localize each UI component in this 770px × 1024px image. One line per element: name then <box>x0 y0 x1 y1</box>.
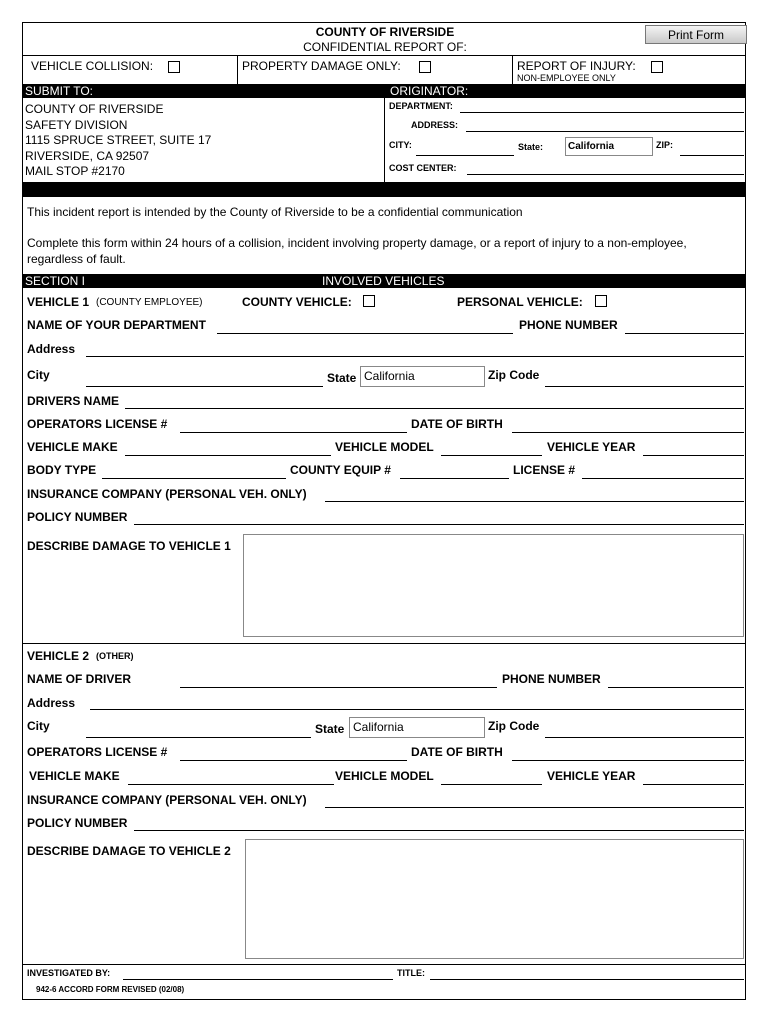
v1-state-select[interactable]: California <box>360 366 485 387</box>
v2-year-label: VEHICLE YEAR <box>547 769 636 783</box>
v2-state-select[interactable]: California <box>349 717 485 738</box>
v2-zip-field[interactable] <box>545 737 744 738</box>
v1-city-label: City <box>27 368 50 382</box>
originator-address-field[interactable] <box>466 131 744 132</box>
county-vehicle-checkbox[interactable] <box>363 295 375 307</box>
org-title: COUNTY OF RIVERSIDE <box>315 25 455 39</box>
v2-dob-field[interactable] <box>512 760 744 761</box>
v2-state-label: State <box>315 722 345 736</box>
investigated-by-label: INVESTIGATED BY: <box>27 968 111 978</box>
v2-address-label: Address <box>27 696 76 710</box>
v1-license-no-label: LICENSE # <box>513 463 576 477</box>
v1-body-type-label: BODY TYPE <box>27 463 97 477</box>
v1-body-type-field[interactable] <box>102 478 286 479</box>
vehicle-1-note: (COUNTY EMPLOYEE) <box>96 297 203 308</box>
v1-dob-label: DATE OF BIRTH <box>411 417 503 431</box>
v1-damage-label: DESCRIBE DAMAGE TO VEHICLE 1 <box>27 539 231 553</box>
v1-model-field[interactable] <box>441 455 542 456</box>
vehicle-2-note: (OTHER) <box>96 651 134 661</box>
v1-phone-field[interactable] <box>625 333 744 334</box>
report-subtitle: CONFIDENTIAL REPORT OF: <box>303 40 467 54</box>
submit-line-3: 1115 SPRUCE STREET, SUITE 17 <box>25 133 212 147</box>
v1-model-label: VEHICLE MODEL <box>335 440 434 454</box>
v1-license-label: OPERATORS LICENSE # <box>27 417 168 431</box>
v1-make-label: VEHICLE MAKE <box>27 440 118 454</box>
v2-phone-label: PHONE NUMBER <box>502 672 601 686</box>
section-1-label: SECTION I <box>25 274 86 288</box>
originator-cost-center-field[interactable] <box>467 174 744 175</box>
v1-insurance-label: INSURANCE COMPANY (PERSONAL VEH. ONLY) <box>27 487 307 501</box>
v1-phone-label: PHONE NUMBER <box>519 318 618 332</box>
title-label: TITLE: <box>397 968 425 978</box>
v2-insurance-field[interactable] <box>325 807 744 808</box>
v1-policy-label: POLICY NUMBER <box>27 510 128 524</box>
vehicle-2-title: VEHICLE 2 <box>27 649 90 663</box>
submit-line-4: RIVERSIDE, CA 92507 <box>25 149 150 163</box>
submit-to-label: SUBMIT TO: <box>25 84 94 98</box>
v1-drivers-name-label: DRIVERS NAME <box>27 394 120 408</box>
v1-county-equip-label: COUNTY EQUIP # <box>290 463 391 477</box>
v1-address-label: Address <box>27 342 76 356</box>
originator-department-field[interactable] <box>460 112 744 113</box>
v2-make-label: VEHICLE MAKE <box>29 769 120 783</box>
v2-zip-label: Zip Code <box>488 719 540 733</box>
county-vehicle-label: COUNTY VEHICLE: <box>242 295 352 309</box>
intro-line-2: Complete this form within 24 hours of a collision, incident involving property damage, or a report of injury to a non-employee, <box>27 236 687 250</box>
submit-line-2: SAFETY DIVISION <box>25 118 128 132</box>
v1-department-label: NAME OF YOUR DEPARTMENT <box>27 318 206 332</box>
v1-year-field[interactable] <box>643 455 744 456</box>
v1-address-field[interactable] <box>86 356 744 357</box>
v1-county-equip-field[interactable] <box>400 478 509 479</box>
v2-model-field[interactable] <box>441 784 542 785</box>
v2-driver-field[interactable] <box>180 687 497 688</box>
v1-policy-field[interactable] <box>134 524 744 525</box>
v2-policy-field[interactable] <box>134 830 744 831</box>
submit-originator-bar <box>22 84 746 98</box>
v1-department-field[interactable] <box>217 333 513 334</box>
v2-policy-label: POLICY NUMBER <box>27 816 128 830</box>
report-injury-label: REPORT OF INJURY: <box>517 59 636 73</box>
v2-city-field[interactable] <box>86 737 311 738</box>
v2-insurance-label: INSURANCE COMPANY (PERSONAL VEH. ONLY) <box>27 793 307 807</box>
divider <box>22 55 746 56</box>
v2-driver-label: NAME OF DRIVER <box>27 672 132 686</box>
v2-address-field[interactable] <box>90 709 744 710</box>
personal-vehicle-checkbox[interactable] <box>595 295 607 307</box>
v1-license-field[interactable] <box>180 432 407 433</box>
divider <box>512 55 513 84</box>
divider <box>22 643 746 644</box>
section-1-bar <box>22 274 746 288</box>
v1-dob-field[interactable] <box>512 432 744 433</box>
v1-make-field[interactable] <box>125 455 331 456</box>
v2-model-label: VEHICLE MODEL <box>335 769 434 783</box>
vehicle-collision-checkbox[interactable] <box>168 61 180 73</box>
report-injury-checkbox[interactable] <box>651 61 663 73</box>
intro-line-1: This incident report is intended by the County of Riverside to be a confidential communication <box>27 205 523 219</box>
submit-line-1: COUNTY OF RIVERSIDE <box>25 102 164 116</box>
vehicle-collision-label: VEHICLE COLLISION: <box>31 59 154 73</box>
originator-address-label: ADDRESS: <box>411 120 459 130</box>
intro-line-3: regardless of fault. <box>27 252 126 266</box>
v2-year-field[interactable] <box>643 784 744 785</box>
v1-year-label: VEHICLE YEAR <box>547 440 636 454</box>
form-id: 942-6 ACCORD FORM REVISED (02/08) <box>36 985 185 994</box>
v2-damage-label: DESCRIBE DAMAGE TO VEHICLE 2 <box>27 844 231 858</box>
v2-phone-field[interactable] <box>608 687 744 688</box>
divider <box>237 55 238 84</box>
originator-label: ORIGINATOR: <box>390 84 469 98</box>
originator-city-field[interactable] <box>416 155 514 156</box>
separator-bar <box>22 182 746 197</box>
v2-damage-textarea[interactable] <box>245 839 744 959</box>
v1-damage-textarea[interactable] <box>243 534 744 637</box>
originator-state-select[interactable]: California <box>565 137 653 156</box>
title-field[interactable] <box>430 979 744 980</box>
personal-vehicle-label: PERSONAL VEHICLE: <box>457 295 583 309</box>
property-damage-checkbox[interactable] <box>419 61 431 73</box>
originator-department-label: DEPARTMENT: <box>389 101 453 111</box>
v2-city-label: City <box>27 719 50 733</box>
v2-license-label: OPERATORS LICENSE # <box>27 745 168 759</box>
v1-license-no-field[interactable] <box>582 478 744 479</box>
investigated-by-field[interactable] <box>123 979 393 980</box>
submit-line-5: MAIL STOP #2170 <box>25 164 125 178</box>
v2-dob-label: DATE OF BIRTH <box>411 745 503 759</box>
v1-drivers-name-field[interactable] <box>125 408 744 409</box>
divider <box>384 98 385 182</box>
section-1-title: INVOLVED VEHICLES <box>322 274 445 288</box>
divider <box>22 964 746 965</box>
v2-make-field[interactable] <box>128 784 334 785</box>
originator-state-label: State: <box>518 142 544 152</box>
vehicle-1-title: VEHICLE 1 <box>27 295 90 309</box>
originator-zip-field[interactable] <box>680 155 744 156</box>
originator-cost-center-label: COST CENTER: <box>389 163 457 173</box>
v1-insurance-field[interactable] <box>325 501 744 502</box>
v1-state-label: State <box>327 371 357 385</box>
v1-zip-field[interactable] <box>545 386 744 387</box>
non-employee-note: NON-EMPLOYEE ONLY <box>517 73 616 83</box>
print-form-button[interactable]: Print Form <box>645 25 747 44</box>
v1-zip-label: Zip Code <box>488 368 540 382</box>
originator-zip-label: ZIP: <box>656 140 673 150</box>
property-damage-label: PROPERTY DAMAGE ONLY: <box>242 59 401 73</box>
v1-city-field[interactable] <box>86 386 323 387</box>
v2-license-field[interactable] <box>180 760 407 761</box>
originator-city-label: CITY: <box>389 140 412 150</box>
